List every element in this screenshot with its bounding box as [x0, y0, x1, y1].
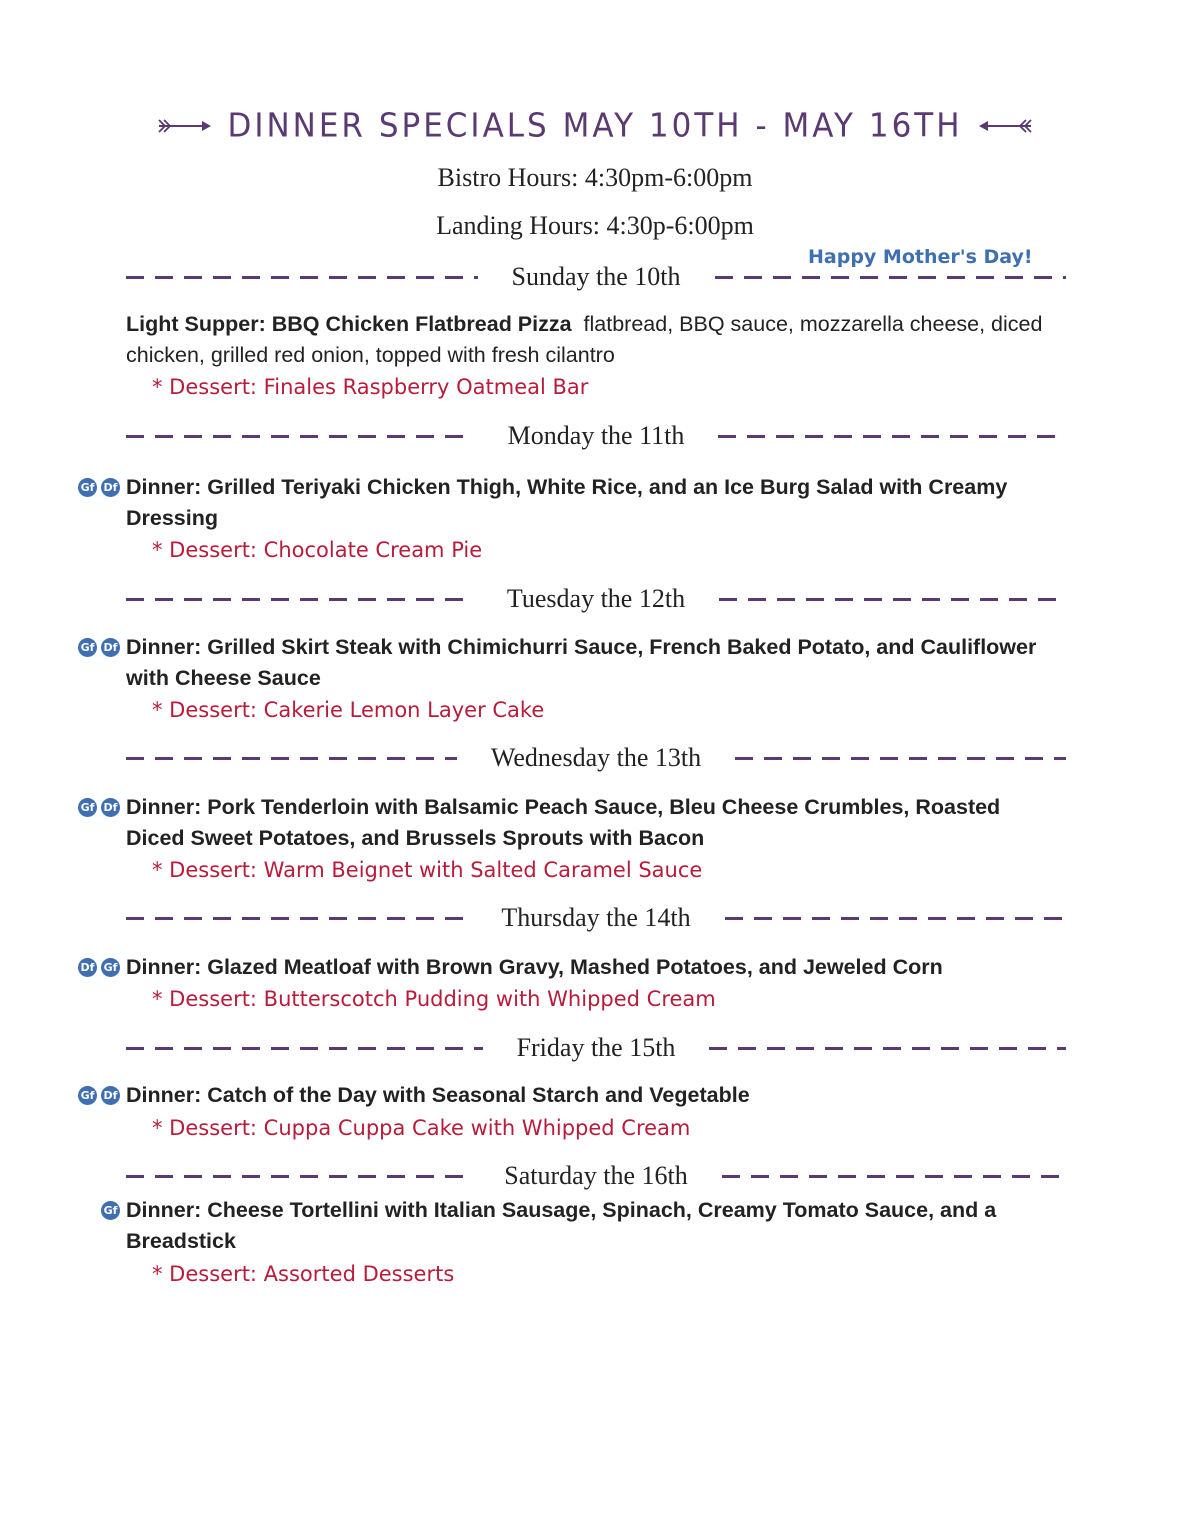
meal-tuesday: Dinner: Grilled Skirt Steak with Chimichurri Sauce, French Baked Potato, and Cauliflower with Cheese Sauce [126, 635, 1037, 690]
dairy-free-icon: Df [101, 638, 120, 657]
dessert-tuesday: * Dessert: Cakerie Lemon Layer Cake [152, 698, 545, 722]
meal-title: Light Supper: BBQ Chicken Flatbread Pizza [126, 312, 572, 336]
dairy-free-icon: Df [101, 478, 120, 497]
day-divider-tuesday [126, 584, 1066, 614]
dessert-sunday: * Dessert: Finales Raspberry Oatmeal Bar [152, 375, 589, 399]
divider-line [126, 917, 467, 920]
day-divider-monday [126, 421, 1066, 451]
divider-line [126, 1047, 483, 1050]
day-divider-thursday [126, 903, 1066, 933]
dairy-free-icon: Df [78, 958, 97, 977]
dessert-monday: * Dessert: Chocolate Cream Pie [152, 538, 483, 562]
divider-line [126, 757, 457, 760]
day-divider-wednesday [126, 743, 1066, 773]
divider-line [735, 757, 1066, 760]
day-label: Wednesday the 13th [490, 743, 702, 772]
divider-line [126, 1175, 470, 1178]
meal-saturday: Dinner: Cheese Tortellini with Italian Sausage, Spinach, Creamy Tomato Sauce, and a Breadstick [126, 1198, 997, 1253]
arrow-left-icon [977, 116, 1033, 136]
dairy-free-icon: Df [101, 798, 120, 817]
page-title: DINNER SPECIALS MAY 10TH - MAY 16TH [227, 107, 963, 145]
day-label: Saturday the 16th [504, 1161, 688, 1190]
divider-line [126, 435, 474, 438]
gluten-free-icon: Gf [78, 478, 97, 497]
dessert-wednesday: * Dessert: Warm Beignet with Salted Caramel Sauce [152, 858, 703, 882]
dessert-saturday: * Dessert: Assorted Desserts [152, 1262, 455, 1286]
gluten-free-icon: Gf [101, 1201, 120, 1220]
day-divider-sunday [126, 262, 1066, 292]
gluten-free-icon: Gf [78, 1086, 97, 1105]
divider-line [709, 1047, 1066, 1050]
divider-line [718, 435, 1066, 438]
day-label: Monday the 11th [507, 421, 685, 450]
arrow-right-icon [157, 116, 213, 136]
meal-sunday [126, 309, 1046, 371]
divider-line [126, 598, 473, 601]
divider-line [725, 917, 1066, 920]
divider-line [126, 276, 478, 279]
gluten-free-icon: Gf [78, 638, 97, 657]
divider-line [715, 276, 1067, 279]
dessert-thursday: * Dessert: Butterscotch Pudding with Whipped Cream [152, 987, 716, 1011]
title-row [0, 100, 1190, 152]
day-label: Thursday the 14th [501, 903, 691, 932]
day-label: Friday the 15th [516, 1033, 676, 1062]
day-label: Tuesday the 12th [506, 584, 686, 613]
day-divider-friday [126, 1033, 1066, 1063]
dessert-friday: * Dessert: Cuppa Cuppa Cake with Whipped Cream [152, 1116, 691, 1140]
day-label: Sunday the 10th [511, 262, 681, 291]
day-divider-saturday [126, 1161, 1066, 1191]
meal-friday: Dinner: Catch of the Day with Seasonal Starch and Vegetable [126, 1083, 750, 1107]
meal-wednesday: Dinner: Pork Tenderloin with Balsamic Peach Sauce, Bleu Cheese Crumbles, Roasted Diced Sweet Potatoes, and Brussels Sprouts with Bacon [126, 795, 1001, 850]
meal-thursday: Dinner: Glazed Meatloaf with Brown Gravy, Mashed Potatoes, and Jeweled Corn [126, 955, 943, 979]
bistro-hours: Bistro Hours: 4:30pm-6:00pm [437, 163, 753, 192]
dairy-free-icon: Df [101, 1086, 120, 1105]
gluten-free-icon: Gf [78, 798, 97, 817]
divider-line [719, 598, 1066, 601]
mothers-day-note: Happy Mother's Day! [808, 246, 1033, 268]
landing-hours: Landing Hours: 4:30p-6:00pm [436, 211, 754, 240]
meal-monday: Dinner: Grilled Teriyaki Chicken Thigh, White Rice, and an Ice Burg Salad with Creamy Dressing [126, 475, 1008, 530]
meal-description: flatbread, BBQ sauce, mozzarella cheese, diced chicken, grilled red onion, topped with fresh cilantro [126, 312, 1043, 367]
gluten-free-icon: Gf [101, 958, 120, 977]
divider-line [722, 1175, 1066, 1178]
